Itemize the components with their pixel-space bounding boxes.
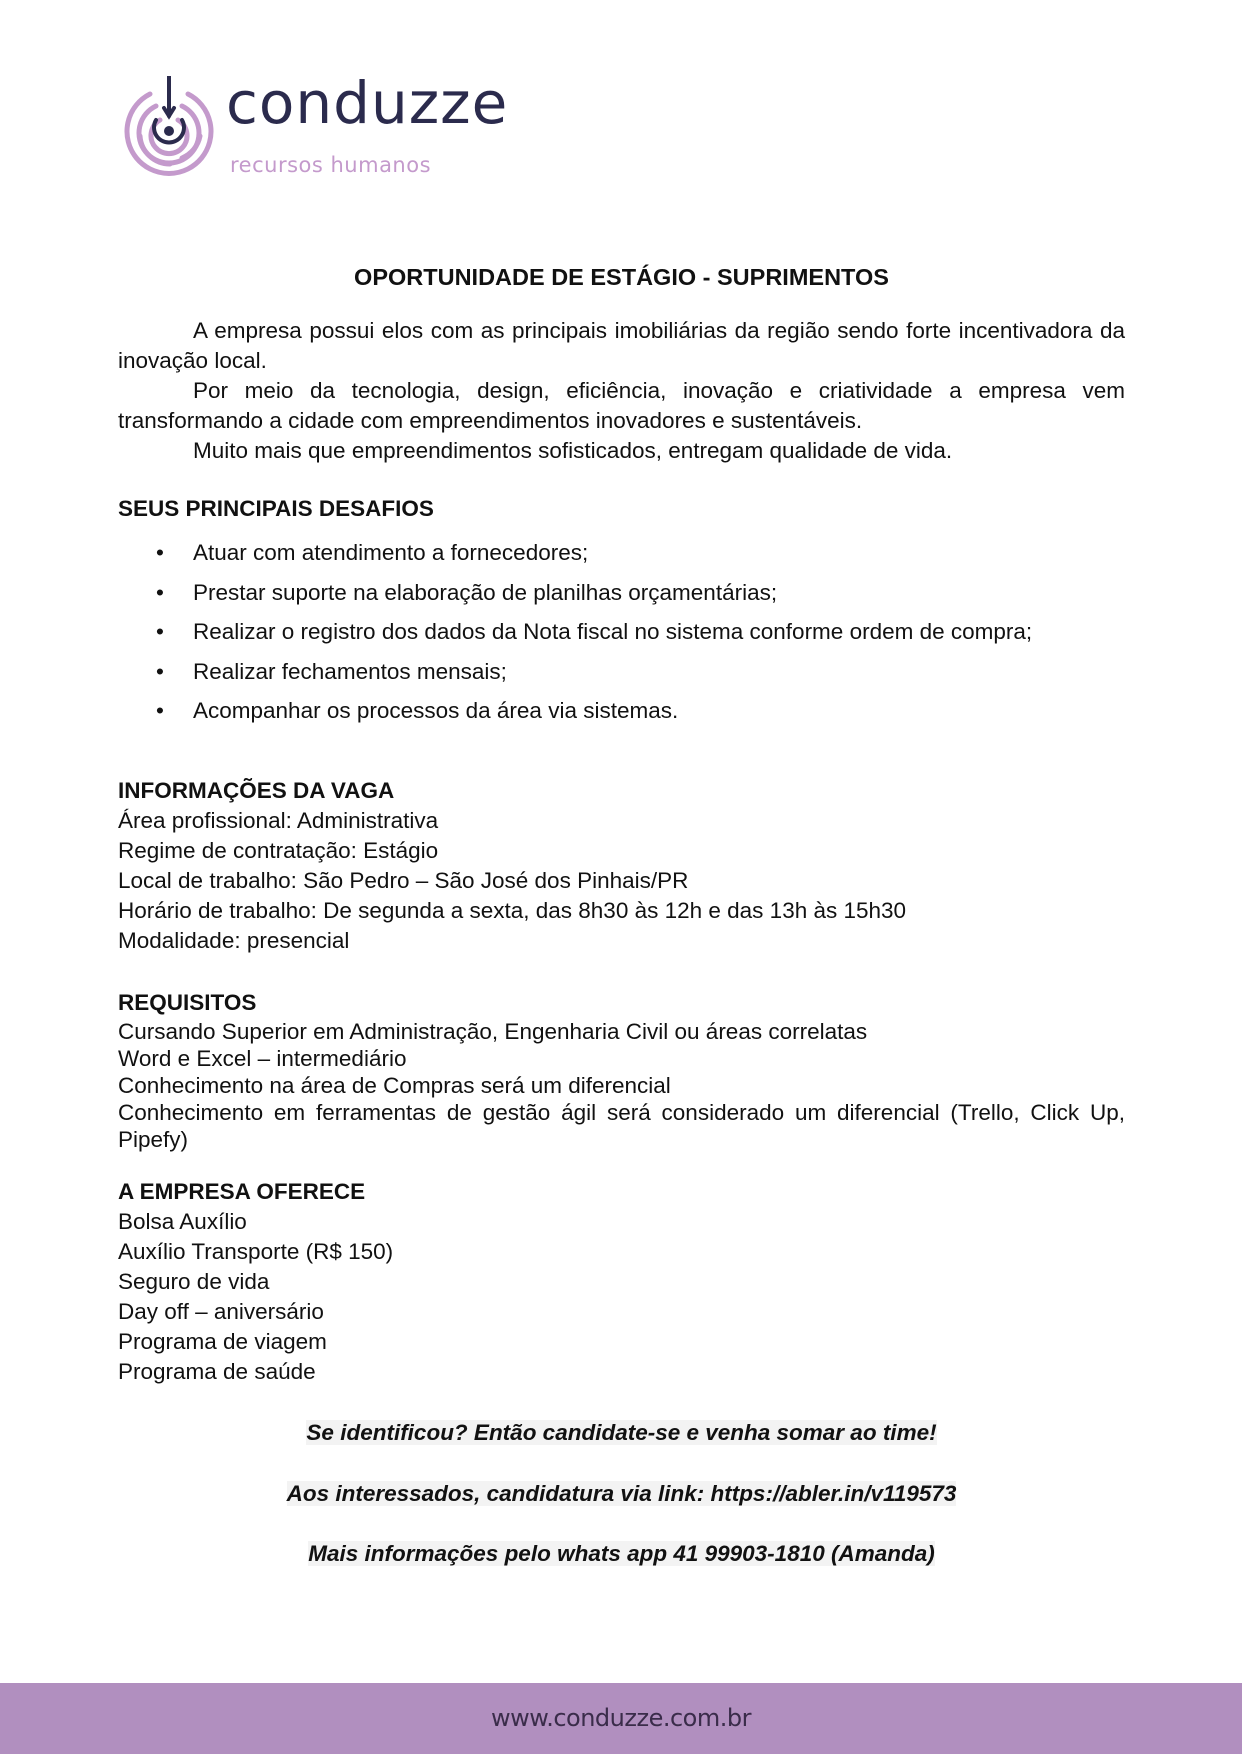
requirement-line: Word e Excel – intermediário — [118, 1046, 407, 1071]
cta-identify — [118, 1418, 1125, 1448]
company-intro — [118, 316, 1125, 466]
cta-whatsapp-text: Mais informações pelo whats app 41 99903-1810 (Amanda) — [308, 1541, 935, 1566]
list-item-text: Realizar o registro dos dados da Nota fiscal no sistema conforme ordem de compra; — [193, 619, 1033, 644]
logo-wordmark: conduzze — [226, 69, 509, 137]
challenges-heading: SEUS PRINCIPAIS DESAFIOS — [118, 496, 434, 521]
benefits-list — [118, 1207, 1125, 1387]
job-info-line: Área profissional: Administrativa — [118, 808, 439, 833]
requirement-line: Pipefy) — [118, 1127, 189, 1152]
footer-bar — [0, 1683, 1242, 1754]
requirement-line: Cursando Superior em Administração, Engenharia Civil ou áreas correlatas — [118, 1019, 868, 1044]
list-item — [118, 538, 1125, 578]
list-item — [118, 617, 1125, 657]
job-info-heading: INFORMAÇÕES DA VAGA — [118, 778, 395, 803]
list-item-text: Realizar fechamentos mensais; — [193, 658, 507, 684]
intro-paragraph: Muito mais que empreendimentos sofisticados, entregam qualidade de vida. — [193, 438, 953, 463]
footer-website-link[interactable]: www.conduzze.com.br — [491, 1704, 751, 1732]
bullet-icon: • — [156, 540, 164, 565]
bullet-icon: • — [156, 698, 164, 723]
benefit-line: Bolsa Auxílio — [118, 1209, 247, 1234]
cta-whatsapp — [118, 1539, 1125, 1569]
challenges-list — [118, 538, 1125, 736]
bullet-icon: • — [156, 619, 164, 644]
benefit-line: Programa de saúde — [118, 1359, 316, 1384]
list-item — [118, 578, 1125, 618]
cta-apply-link-text[interactable]: Aos interessados, candidatura via link: https://abler.in/v119573 — [286, 1481, 957, 1506]
job-info-line: Regime de contratação: Estágio — [118, 838, 439, 863]
bullet-icon: • — [156, 658, 164, 684]
benefit-line: Programa de viagem — [118, 1329, 327, 1354]
cta-identify-text: Se identificou? Então candidate-se e venha somar ao time! — [306, 1420, 937, 1445]
benefit-line: Day off – aniversário — [118, 1299, 324, 1324]
requirement-line: Conhecimento na área de Compras será um diferencial — [118, 1073, 671, 1098]
requirements-list — [118, 1018, 1125, 1153]
list-item-text: Atuar com atendimento a fornecedores; — [193, 540, 589, 565]
intro-paragraph: A empresa possui elos com as principais imobiliárias da região sendo forte incentivadora da inovação local. — [118, 318, 1125, 373]
logo-tagline: recursos humanos — [230, 153, 432, 177]
page-title: OPORTUNIDADE DE ESTÁGIO - SUPRIMENTOS — [354, 264, 889, 290]
company-logo — [120, 69, 510, 186]
job-info-list — [118, 806, 1125, 956]
benefit-line: Seguro de vida — [118, 1269, 270, 1294]
job-info-line: Horário de trabalho: De segunda a sexta, das 8h30 às 12h e das 13h às 15h30 — [118, 898, 907, 923]
bullet-icon: • — [156, 579, 164, 605]
benefits-heading: A EMPRESA OFERECE — [118, 1179, 366, 1204]
cta-apply-link — [118, 1479, 1125, 1509]
job-info-line: Local de trabalho: São Pedro – São José dos Pinhais/PR — [118, 868, 689, 893]
intro-paragraph: Por meio da tecnologia, design, eficiência, inovação e criatividade a empresa vem transformando a cidade com empreendimentos inovadores e sustentáveis. — [118, 378, 1125, 433]
benefit-line: Auxílio Transporte (R$ 150) — [118, 1239, 394, 1264]
requirement-line: Conhecimento em ferramentas de gestão ágil será considerado um diferencial (Trello, Click Up, — [118, 1100, 1125, 1125]
requirements-heading: REQUISITOS — [118, 990, 257, 1015]
maze-compass-icon — [120, 76, 220, 186]
list-item — [118, 657, 1125, 697]
list-item — [118, 696, 1125, 736]
list-item-text: Prestar suporte na elaboração de planilhas orçamentárias; — [193, 579, 778, 605]
list-item-text: Acompanhar os processos da área via sistemas. — [193, 698, 679, 723]
job-info-line: Modalidade: presencial — [118, 928, 350, 953]
